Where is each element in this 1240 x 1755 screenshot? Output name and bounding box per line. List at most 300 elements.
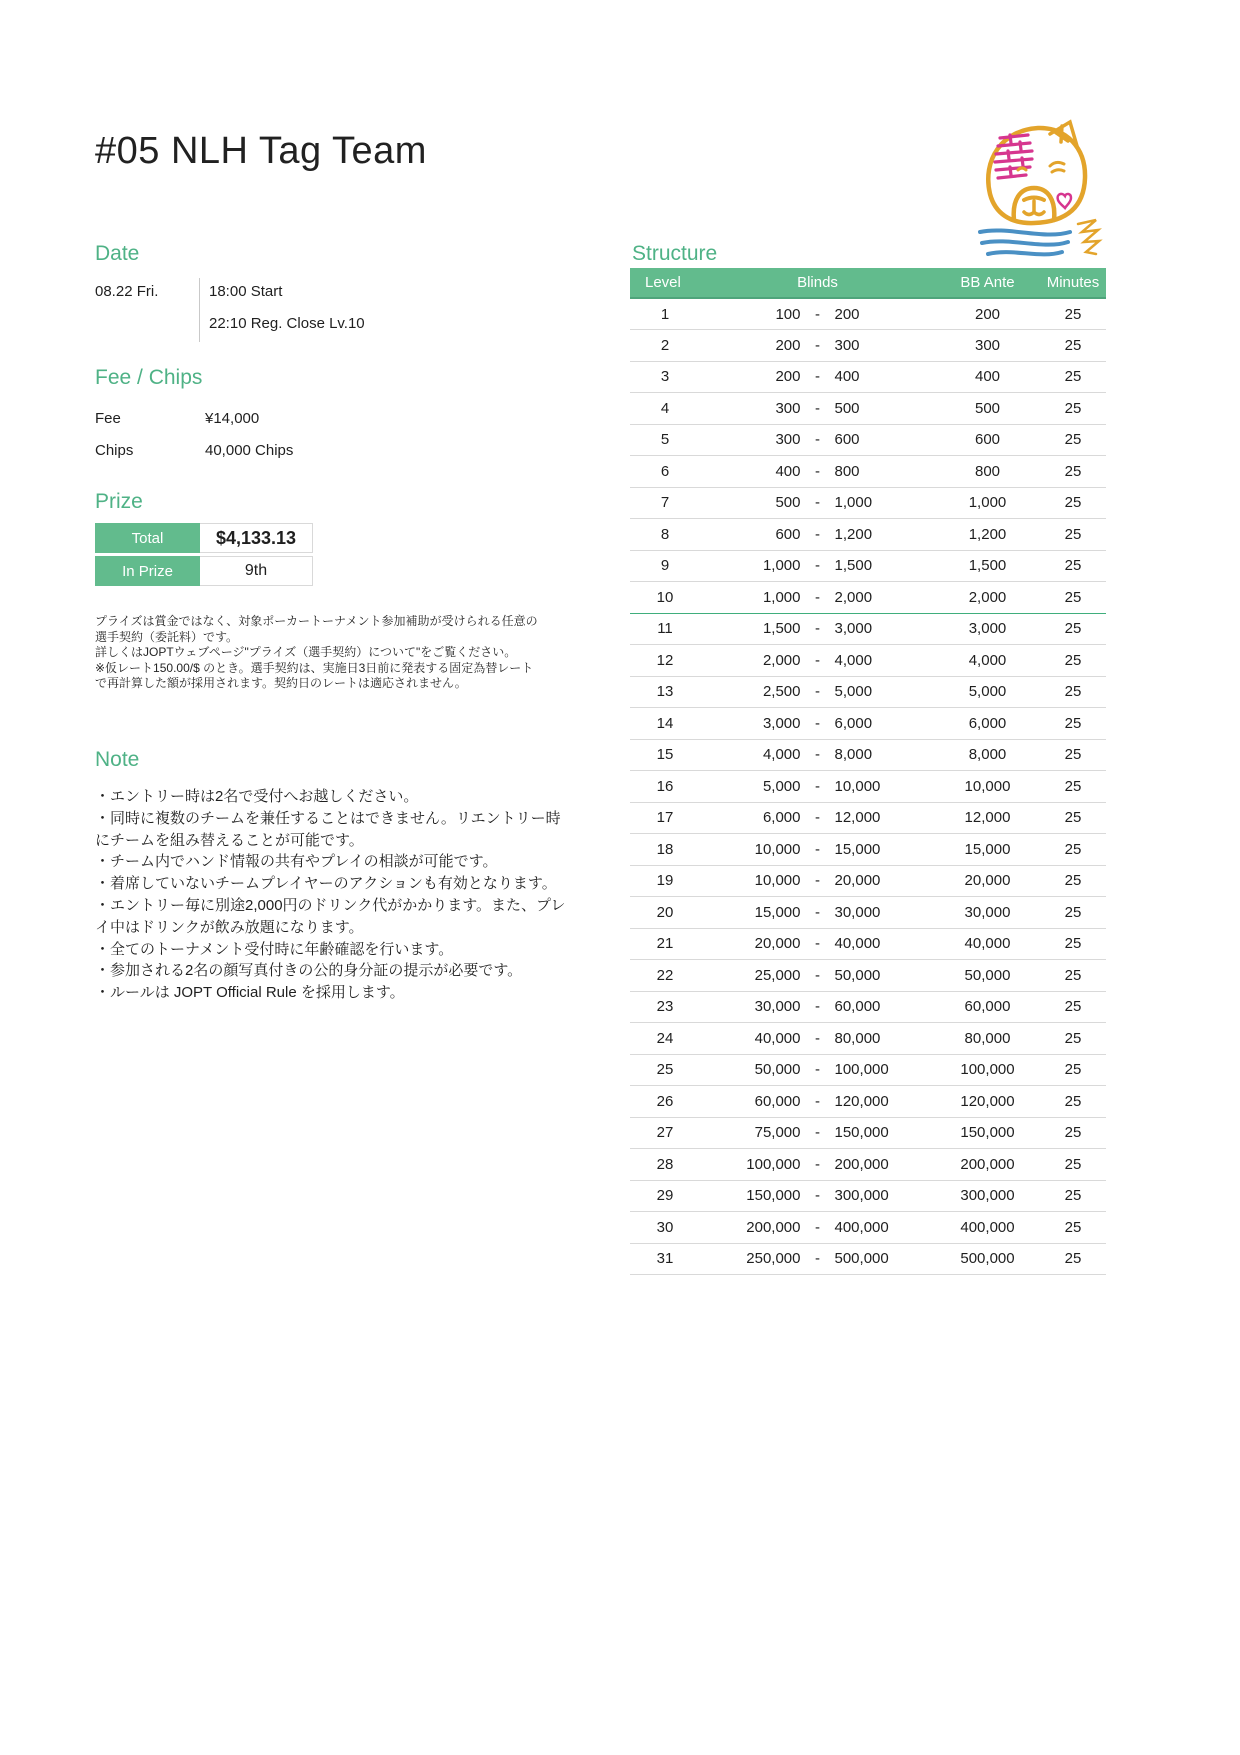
- structure-row: [630, 613, 1106, 645]
- blinds-wrap: [700, 1093, 935, 1110]
- small-blind: 1,000: [762, 588, 801, 606]
- big-blind: 80,000: [834, 1029, 881, 1047]
- big-blind: 150,000: [834, 1124, 889, 1142]
- level-cell: 12: [630, 645, 700, 677]
- small-blind: 400: [775, 462, 801, 480]
- date-time-entry: 22:10 Reg. Close Lv.10: [209, 315, 365, 332]
- structure-row: [630, 424, 1106, 456]
- blinds-wrap: [700, 431, 935, 448]
- bb-ante-cell: 4,000: [935, 645, 1040, 677]
- blinds-wrap: [700, 715, 935, 732]
- minutes-cell: 25: [1040, 897, 1106, 929]
- prize-note-line: ※仮レート150.00/$ のとき。選手契約は、実施日3日前に発表する固定為替レートで再計算した額が採用されます。契約日のレートは適応されません。: [95, 660, 534, 690]
- blinds-separator: -: [815, 683, 820, 701]
- level-cell: 9: [630, 550, 700, 582]
- small-blind: 500: [775, 494, 801, 512]
- blinds-separator: -: [815, 494, 820, 512]
- big-blind: 200,000: [834, 1155, 889, 1173]
- minutes-cell: 25: [1040, 708, 1106, 740]
- small-blind: 200,000: [746, 1218, 801, 1236]
- bb-ante-cell: 12,000: [935, 802, 1040, 834]
- minutes-cell: 25: [1040, 739, 1106, 771]
- big-blind: 400: [834, 368, 860, 386]
- structure-row: [630, 361, 1106, 393]
- structure-row: [630, 393, 1106, 425]
- small-blind: 10,000: [754, 840, 801, 858]
- blinds-cell: [700, 802, 935, 834]
- small-blind: 2,000: [762, 651, 801, 669]
- note-item: ・参加される2名の顔写真付きの公的身分証の提示が必要です。: [95, 962, 523, 980]
- small-blind: 100,000: [746, 1155, 801, 1173]
- date-block: [95, 278, 495, 342]
- minutes-cell: 25: [1040, 393, 1106, 425]
- minutes-cell: 25: [1040, 456, 1106, 488]
- level-cell: 28: [630, 1149, 700, 1181]
- minutes-cell: 25: [1040, 1023, 1106, 1055]
- blinds-cell: [700, 298, 935, 330]
- big-blind: 20,000: [834, 872, 881, 890]
- small-blind: 2,500: [762, 683, 801, 701]
- big-blind: 400,000: [834, 1218, 889, 1236]
- blinds-separator: -: [815, 1061, 820, 1079]
- blinds-cell: [700, 487, 935, 519]
- blinds-cell: [700, 613, 935, 645]
- blinds-wrap: [700, 1061, 935, 1078]
- bear-logo-graphic: [958, 108, 1108, 258]
- blinds-wrap: [700, 935, 935, 952]
- level-cell: 20: [630, 897, 700, 929]
- blinds-separator: -: [815, 368, 820, 386]
- minutes-cell: 25: [1040, 361, 1106, 393]
- blinds-cell: [700, 676, 935, 708]
- level-cell: 8: [630, 519, 700, 551]
- minutes-cell: 25: [1040, 519, 1106, 551]
- note-item: ・エントリー毎に別途2,000円のドリンク代がかかります。また、プレイ中はドリンクが飲み放題になります。: [95, 896, 566, 936]
- structure-row: [630, 897, 1106, 929]
- minutes-cell: 25: [1040, 424, 1106, 456]
- small-blind: 3,000: [762, 714, 801, 732]
- blinds-wrap: [700, 904, 935, 921]
- small-blind: 6,000: [762, 809, 801, 827]
- small-blind: 150,000: [746, 1187, 801, 1205]
- bb-ante-cell: 5,000: [935, 676, 1040, 708]
- bb-ante-cell: 6,000: [935, 708, 1040, 740]
- structure-row: [630, 1243, 1106, 1275]
- blinds-wrap: [700, 778, 935, 795]
- bb-ante-cell: 300: [935, 330, 1040, 362]
- structure-row: [630, 519, 1106, 551]
- blinds-wrap: [700, 463, 935, 480]
- bb-ante-cell: 100,000: [935, 1054, 1040, 1086]
- prize-note-line: 詳しくはJOPTウェブページ"プライズ（選手契約）について"をご覧ください。: [95, 645, 517, 659]
- blinds-cell: [700, 897, 935, 929]
- small-blind: 200: [775, 336, 801, 354]
- big-blind: 5,000: [834, 683, 873, 701]
- blinds-separator: -: [815, 1092, 820, 1110]
- structure-row: [630, 991, 1106, 1023]
- level-cell: 22: [630, 960, 700, 992]
- small-blind: 600: [775, 525, 801, 543]
- big-blind: 1,200: [834, 525, 873, 543]
- bb-ante-cell: 8,000: [935, 739, 1040, 771]
- blinds-separator: -: [815, 746, 820, 764]
- big-blind: 10,000: [834, 777, 881, 795]
- bb-ante-cell: 1,200: [935, 519, 1040, 551]
- structure-table-body: [630, 298, 1106, 1275]
- minutes-cell: 25: [1040, 865, 1106, 897]
- date-time-entry: 18:00 Start: [209, 283, 283, 300]
- blinds-separator: -: [815, 777, 820, 795]
- minutes-cell: 25: [1040, 582, 1106, 614]
- level-cell: 18: [630, 834, 700, 866]
- big-blind: 8,000: [834, 746, 873, 764]
- blinds-separator: -: [815, 840, 820, 858]
- big-blind: 800: [834, 462, 860, 480]
- blinds-cell: [700, 1149, 935, 1181]
- prize-value: $4,133.13: [200, 523, 313, 553]
- blinds-separator: -: [815, 557, 820, 575]
- bb-ante-cell: 50,000: [935, 960, 1040, 992]
- minutes-cell: 25: [1040, 1117, 1106, 1149]
- structure-row: [630, 928, 1106, 960]
- blinds-cell: [700, 1212, 935, 1244]
- big-blind: 2,000: [834, 588, 873, 606]
- blinds-separator: -: [815, 588, 820, 606]
- blinds-wrap: [700, 1250, 935, 1267]
- big-blind: 12,000: [834, 809, 881, 827]
- note-item: ・エントリー時は2名で受付へお越しください。: [95, 788, 419, 805]
- bb-ante-cell: 40,000: [935, 928, 1040, 960]
- blinds-wrap: [700, 400, 935, 417]
- bb-ante-cell: 400: [935, 361, 1040, 393]
- bb-ante-cell: 500: [935, 393, 1040, 425]
- blinds-wrap: [700, 1187, 935, 1204]
- fee-chips-block: [95, 402, 445, 466]
- blinds-wrap: [700, 683, 935, 700]
- level-cell: 7: [630, 487, 700, 519]
- fee-chips-section-heading: Fee / Chips: [95, 366, 203, 389]
- column-header-blinds: Blinds: [700, 268, 935, 298]
- minutes-cell: 25: [1040, 991, 1106, 1023]
- structure-row: [630, 1117, 1106, 1149]
- structure-table-header: [630, 268, 1106, 298]
- note-list: [95, 786, 573, 1004]
- blinds-cell: [700, 645, 935, 677]
- minutes-cell: 25: [1040, 676, 1106, 708]
- big-blind: 60,000: [834, 998, 881, 1016]
- blinds-cell: [700, 865, 935, 897]
- small-blind: 250,000: [746, 1250, 801, 1268]
- fee-chips-label: Fee: [95, 409, 121, 427]
- prize-row: [95, 523, 313, 553]
- blinds-wrap: [700, 841, 935, 858]
- bb-ante-cell: 200: [935, 298, 1040, 330]
- structure-row: [630, 1086, 1106, 1118]
- blinds-separator: -: [815, 1029, 820, 1047]
- level-cell: 23: [630, 991, 700, 1023]
- column-header-level: Level: [630, 268, 700, 298]
- note-section-heading: Note: [95, 748, 140, 771]
- level-cell: 10: [630, 582, 700, 614]
- small-blind: 40,000: [754, 1029, 801, 1047]
- level-cell: 3: [630, 361, 700, 393]
- structure-row: [630, 834, 1106, 866]
- minutes-cell: 25: [1040, 1212, 1106, 1244]
- minutes-cell: 25: [1040, 645, 1106, 677]
- bb-ante-cell: 1,500: [935, 550, 1040, 582]
- date-times: [199, 278, 365, 342]
- structure-row: [630, 330, 1106, 362]
- level-cell: 24: [630, 1023, 700, 1055]
- big-blind: 100,000: [834, 1061, 889, 1079]
- blinds-wrap: [700, 1219, 935, 1236]
- blinds-cell: [700, 771, 935, 803]
- prize-table: [95, 520, 313, 589]
- level-cell: 17: [630, 802, 700, 834]
- note-item: ・全てのトーナメント受付時に年齢確認を行います。: [95, 940, 454, 958]
- blinds-wrap: [700, 967, 935, 984]
- big-blind: 1,500: [834, 557, 873, 575]
- prize-label: Total: [95, 523, 200, 553]
- level-cell: 15: [630, 739, 700, 771]
- blinds-cell: [700, 424, 935, 456]
- blinds-cell: [700, 991, 935, 1023]
- page-title: #05 NLH Tag Team: [95, 130, 427, 172]
- blinds-wrap: [700, 494, 935, 511]
- blinds-wrap: [700, 998, 935, 1015]
- blinds-wrap: [700, 557, 935, 574]
- minutes-cell: 25: [1040, 1243, 1106, 1275]
- bb-ante-cell: 20,000: [935, 865, 1040, 897]
- blinds-separator: -: [815, 1124, 820, 1142]
- bb-ante-cell: 60,000: [935, 991, 1040, 1023]
- blinds-wrap: [700, 1124, 935, 1141]
- blinds-wrap: [700, 809, 935, 826]
- minutes-cell: 25: [1040, 550, 1106, 582]
- blinds-wrap: [700, 526, 935, 543]
- blinds-separator: -: [815, 998, 820, 1016]
- blinds-cell: [700, 582, 935, 614]
- blinds-separator: -: [815, 1250, 820, 1268]
- level-cell: 16: [630, 771, 700, 803]
- blinds-wrap: [700, 620, 935, 637]
- minutes-cell: 25: [1040, 487, 1106, 519]
- level-cell: 27: [630, 1117, 700, 1149]
- prize-value: 9th: [200, 556, 313, 586]
- bb-ante-cell: 120,000: [935, 1086, 1040, 1118]
- bb-ante-cell: 800: [935, 456, 1040, 488]
- blinds-wrap: [700, 368, 935, 385]
- structure-row: [630, 708, 1106, 740]
- level-cell: 14: [630, 708, 700, 740]
- blinds-cell: [700, 1180, 935, 1212]
- note-item: ・ルールは JOPT Official Rule を採用します。: [95, 984, 405, 1002]
- structure-row: [630, 1149, 1106, 1181]
- small-blind: 300: [775, 399, 801, 417]
- prize-label: In Prize: [95, 556, 200, 586]
- bb-ante-cell: 500,000: [935, 1243, 1040, 1275]
- small-blind: 20,000: [754, 935, 801, 953]
- level-cell: 29: [630, 1180, 700, 1212]
- prize-note-line: プライズは賞金ではなく、対象ポーカートーナメント参加補助が受けられる任意の選手契約（委託料）です。: [95, 614, 538, 644]
- fee-chips-row: [95, 434, 445, 466]
- column-header-bb-ante: BB Ante: [935, 268, 1040, 298]
- level-cell: 13: [630, 676, 700, 708]
- small-blind: 5,000: [762, 777, 801, 795]
- big-blind: 30,000: [834, 903, 881, 921]
- minutes-cell: 25: [1040, 771, 1106, 803]
- blinds-wrap: [700, 589, 935, 606]
- blinds-separator: -: [815, 431, 820, 449]
- small-blind: 25,000: [754, 966, 801, 984]
- small-blind: 1,500: [762, 620, 801, 638]
- blinds-separator: -: [815, 809, 820, 827]
- blinds-cell: [700, 361, 935, 393]
- structure-row: [630, 1212, 1106, 1244]
- level-cell: 1: [630, 298, 700, 330]
- minutes-cell: 25: [1040, 834, 1106, 866]
- big-blind: 300: [834, 336, 860, 354]
- blinds-separator: -: [815, 651, 820, 669]
- fee-chips-row: [95, 402, 445, 434]
- structure-row: [630, 1054, 1106, 1086]
- small-blind: 75,000: [754, 1124, 801, 1142]
- blinds-separator: -: [815, 966, 820, 984]
- level-cell: 19: [630, 865, 700, 897]
- minutes-cell: 25: [1040, 613, 1106, 645]
- small-blind: 60,000: [754, 1092, 801, 1110]
- structure-section-heading: Structure: [632, 242, 718, 265]
- bb-ante-cell: 300,000: [935, 1180, 1040, 1212]
- big-blind: 15,000: [834, 840, 881, 858]
- big-blind: 500,000: [834, 1250, 889, 1268]
- blinds-wrap: [700, 337, 935, 354]
- column-header-minutes: Minutes: [1040, 268, 1106, 298]
- big-blind: 120,000: [834, 1092, 889, 1110]
- blinds-wrap: [700, 1030, 935, 1047]
- level-cell: 5: [630, 424, 700, 456]
- minutes-cell: 25: [1040, 960, 1106, 992]
- big-blind: 500: [834, 399, 860, 417]
- structure-row: [630, 865, 1106, 897]
- big-blind: 3,000: [834, 620, 873, 638]
- bb-ante-cell: 30,000: [935, 897, 1040, 929]
- level-cell: 25: [630, 1054, 700, 1086]
- prize-table-body: [95, 523, 313, 586]
- fee-chips-value: ¥14,000: [205, 409, 260, 427]
- date-section-heading: Date: [95, 242, 140, 265]
- blinds-separator: -: [815, 903, 820, 921]
- blinds-cell: [700, 960, 935, 992]
- bb-ante-cell: 80,000: [935, 1023, 1040, 1055]
- structure-row: [630, 676, 1106, 708]
- big-blind: 600: [834, 431, 860, 449]
- bb-ante-cell: 150,000: [935, 1117, 1040, 1149]
- blinds-cell: [700, 1117, 935, 1149]
- fee-chips-label: Chips: [95, 441, 134, 459]
- big-blind: 200: [834, 305, 860, 323]
- prize-row: [95, 556, 313, 586]
- blinds-cell: [700, 1054, 935, 1086]
- small-blind: 15,000: [754, 903, 801, 921]
- big-blind: 6,000: [834, 714, 873, 732]
- small-blind: 1,000: [762, 557, 801, 575]
- structure-row: [630, 487, 1106, 519]
- small-blind: 200: [775, 368, 801, 386]
- blinds-separator: -: [815, 1187, 820, 1205]
- bb-ante-cell: 10,000: [935, 771, 1040, 803]
- small-blind: 50,000: [754, 1061, 801, 1079]
- bb-ante-cell: 15,000: [935, 834, 1040, 866]
- bb-ante-cell: 400,000: [935, 1212, 1040, 1244]
- blinds-wrap: [700, 746, 935, 763]
- small-blind: 30,000: [754, 998, 801, 1016]
- note-item: ・同時に複数のチームを兼任することはできません。リエントリー時にチームを組み替えることが可能です。: [95, 809, 561, 849]
- minutes-cell: 25: [1040, 330, 1106, 362]
- blinds-cell: [700, 330, 935, 362]
- blinds-cell: [700, 739, 935, 771]
- blinds-wrap: [700, 652, 935, 669]
- level-cell: 4: [630, 393, 700, 425]
- blinds-cell: [700, 708, 935, 740]
- level-cell: 6: [630, 456, 700, 488]
- minutes-cell: 25: [1040, 298, 1106, 330]
- note-item: ・チーム内でハンド情報の共有やプレイの相談が可能です。: [95, 853, 498, 871]
- minutes-cell: 25: [1040, 802, 1106, 834]
- prize-section-heading: Prize: [95, 490, 143, 513]
- minutes-cell: 25: [1040, 1180, 1106, 1212]
- structure-row: [630, 739, 1106, 771]
- big-blind: 1,000: [834, 494, 873, 512]
- structure-row: [630, 1023, 1106, 1055]
- blinds-cell: [700, 456, 935, 488]
- structure-row: [630, 645, 1106, 677]
- level-cell: 30: [630, 1212, 700, 1244]
- bb-ante-cell: 600: [935, 424, 1040, 456]
- big-blind: 40,000: [834, 935, 881, 953]
- structure-row: [630, 550, 1106, 582]
- blinds-separator: -: [815, 525, 820, 543]
- bb-ante-cell: 3,000: [935, 613, 1040, 645]
- blinds-separator: -: [815, 305, 820, 323]
- blinds-separator: -: [815, 399, 820, 417]
- minutes-cell: 25: [1040, 1054, 1106, 1086]
- bb-ante-cell: 200,000: [935, 1149, 1040, 1181]
- blinds-separator: -: [815, 620, 820, 638]
- blinds-separator: -: [815, 935, 820, 953]
- level-cell: 31: [630, 1243, 700, 1275]
- blinds-separator: -: [815, 714, 820, 732]
- structure-row: [630, 582, 1106, 614]
- blinds-separator: -: [815, 1218, 820, 1236]
- blinds-cell: [700, 834, 935, 866]
- level-cell: 26: [630, 1086, 700, 1118]
- blinds-cell: [700, 1243, 935, 1275]
- event-date: 08.22 Fri.: [95, 283, 159, 300]
- level-cell: 21: [630, 928, 700, 960]
- minutes-cell: 25: [1040, 1149, 1106, 1181]
- blinds-separator: -: [815, 462, 820, 480]
- small-blind: 4,000: [762, 746, 801, 764]
- bb-ante-cell: 2,000: [935, 582, 1040, 614]
- blinds-wrap: [700, 306, 935, 323]
- small-blind: 300: [775, 431, 801, 449]
- fee-chips-value: 40,000 Chips: [205, 441, 294, 459]
- big-blind: 300,000: [834, 1187, 889, 1205]
- blinds-separator: -: [815, 1155, 820, 1173]
- structure-row: [630, 1180, 1106, 1212]
- minutes-cell: 25: [1040, 928, 1106, 960]
